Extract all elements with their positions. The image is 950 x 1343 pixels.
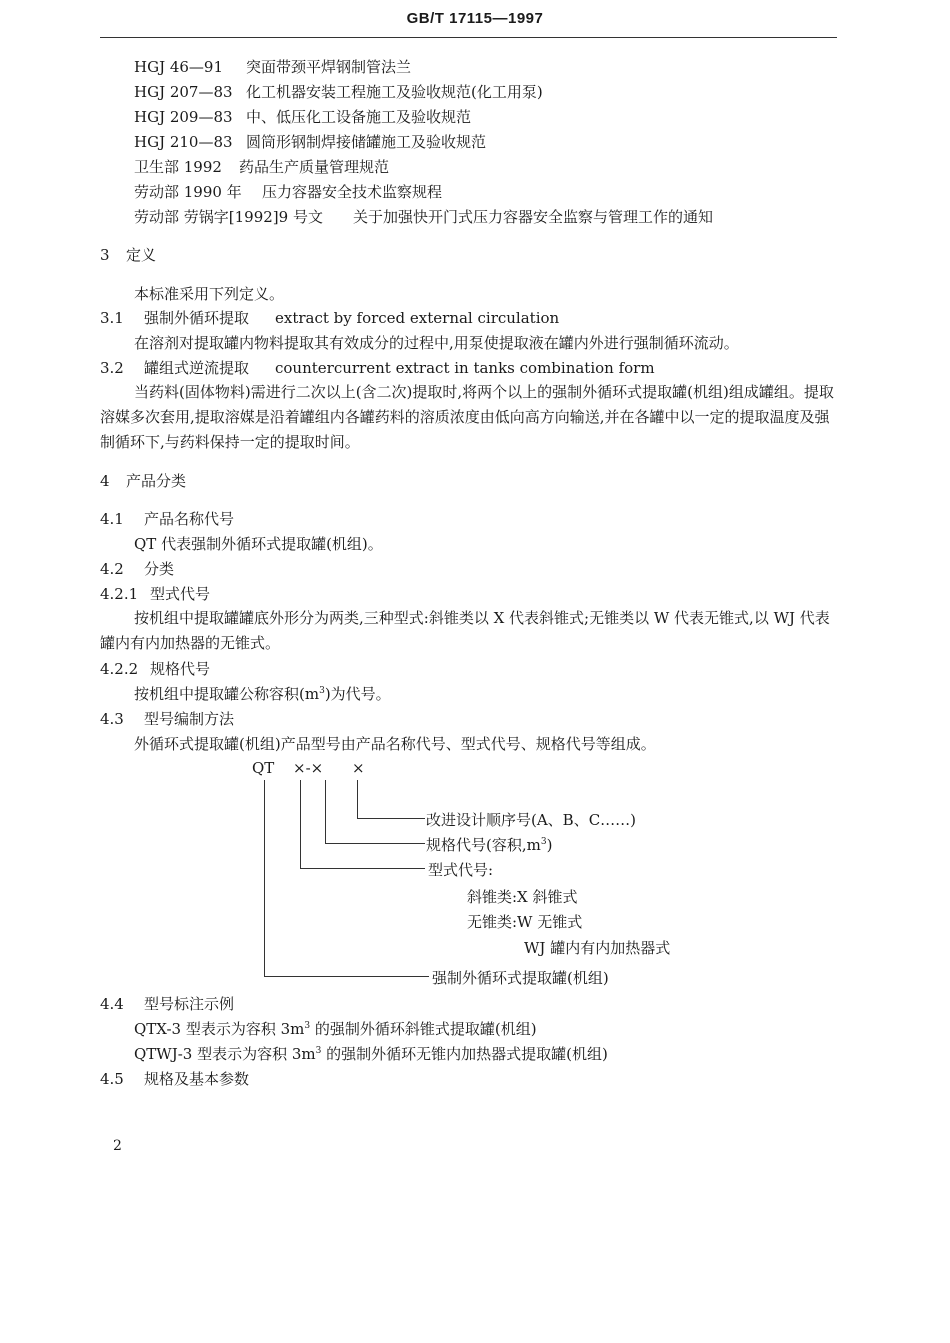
ref-title: 关于加强快开门式压力容器安全监察与管理工作的通知 [353,208,714,226]
ref-code: 卫生部 1992 [134,158,222,176]
diagram-line [300,868,425,869]
diagram-label-spec: 规格代号(容积$,m^3$) [426,836,553,854]
diagram-line [325,843,425,844]
diagram-line [357,818,425,819]
ref-title: 压力容器安全技术监察规程 [262,183,443,201]
ref-code: HGJ 46—91 [134,58,224,76]
definition-3-1: 3.1 强制外循环提取 extract by forced external circulation [100,309,560,327]
section-4-4-heading: 4.4 型号标注示例 [100,995,235,1013]
ref-code: HGJ 207—83 [134,83,233,101]
diagram-label-improvement: 改进设计顺序号(A、B、C……) [426,811,637,829]
diagram-line [325,780,326,843]
reference-item [134,131,486,152]
section-3-intro: 本标准采用下列定义。 [134,285,285,303]
section-4-heading: 4 产品分类 [100,472,187,490]
diagram-type-coneless: 无锥类:W 无锥式 [467,913,583,931]
standard-number-header: GB/T 17115—1997 [406,10,544,27]
section-4-1-heading: 4.1 产品名称代号 [100,510,235,528]
section-4-2-1-text: 按机组中提取罐罐底外形分为两类,三种型式:斜锥类以 X 代表斜锥式;无锥类以 W 代表无锥式,以 WJ 代表罐内有内加热器的无锥式。 [100,609,830,652]
diagram-line [264,976,429,977]
section-4-1-text: QT 代表强制外循环式提取罐(机组)。 [134,535,383,553]
ref-code: 劳动部 1990 年 [134,183,242,201]
reference-item [134,56,411,77]
ref-code: HGJ 209—83 [134,108,233,126]
definition-3-2: 3.2 罐组式逆流提取 countercurrent extract in tanks combination form [100,359,655,377]
ref-title: 化工机器安装工程施工及验收规范(化工用泵) [246,83,543,101]
diagram-type-oblique: 斜锥类:X 斜锥式 [467,888,578,906]
definition-3-1-text: 在溶剂对提取罐内物料提取其有效成分的过程中,用泵使提取液在罐内外进行强制循环流动。 [134,334,739,352]
section-4-2-1-heading: 4.2.1 型式代号 [100,585,211,603]
ref-code: HGJ 210—83 [134,133,233,151]
section-4-3-text: 外循环式提取罐(机组)产品型号由产品名称代号、型式代号、规格代号等组成。 [134,735,656,753]
ref-code: 劳动部 劳锅字[1992]9 号文 [134,208,323,226]
reference-item [134,81,543,102]
ref-title: 突面带颈平焊钢制管法兰 [246,58,412,76]
ref-title: 药品生产质量管理规范 [239,158,390,176]
section-4-3-heading: 4.3 型号编制方法 [100,710,235,728]
section-4-2-2-heading: 4.2.2 规格代号 [100,660,211,678]
section-4-5-heading: 4.5 规格及基本参数 [100,1070,250,1088]
diagram-line [357,780,358,818]
reference-item [134,206,713,227]
diagram-qt-code: QT [252,759,275,777]
page-number: 2 [113,1138,122,1154]
section-4-2-2-text: 按机组中提取罐公称容积$(m^3)$为代号。 [134,685,391,703]
diagram-type-spec-placeholders: ×-× [293,759,324,777]
definition-3-2-text: 当药料(固体物料)需进行二次以上(含二次)提取时,将两个以上的强制外循环式提取罐(机组)组成罐组。提取溶媒多次套用,提取溶媒是沿着罐组内各罐药料的溶质浓度由低向高方向输送,并在各罐中以一定的提取温度及强制循环下,与药料保持一定的提取时间。 [100,383,834,451]
section-4-2-heading: 4.2 分类 [100,560,175,578]
header-rule [100,37,837,38]
reference-item [134,181,442,202]
diagram-label-type: 型式代号: [428,861,494,879]
ref-title: 圆筒形钢制焊接储罐施工及验收规范 [246,133,487,151]
example-2: QTWJ-3 型表示为容积 $3m^3$ 的强制外循环无锥内加热器式提取罐(机组) [134,1045,608,1063]
diagram-line [300,780,301,868]
section-3-heading: 3 定义 [100,246,157,264]
diagram-type-heater: WJ 罐内有内加热器式 [524,939,671,957]
diagram-label-product: 强制外循环式提取罐(机组) [432,969,609,987]
diagram-improvement-placeholder: × [352,759,365,777]
reference-item [134,106,471,127]
ref-title: 中、低压化工设备施工及验收规范 [246,108,472,126]
reference-item [134,156,389,177]
example-1: QTX-3 型表示为容积 $3m^3$ 的强制外循环斜锥式提取罐(机组) [134,1020,537,1038]
diagram-line [264,780,265,976]
